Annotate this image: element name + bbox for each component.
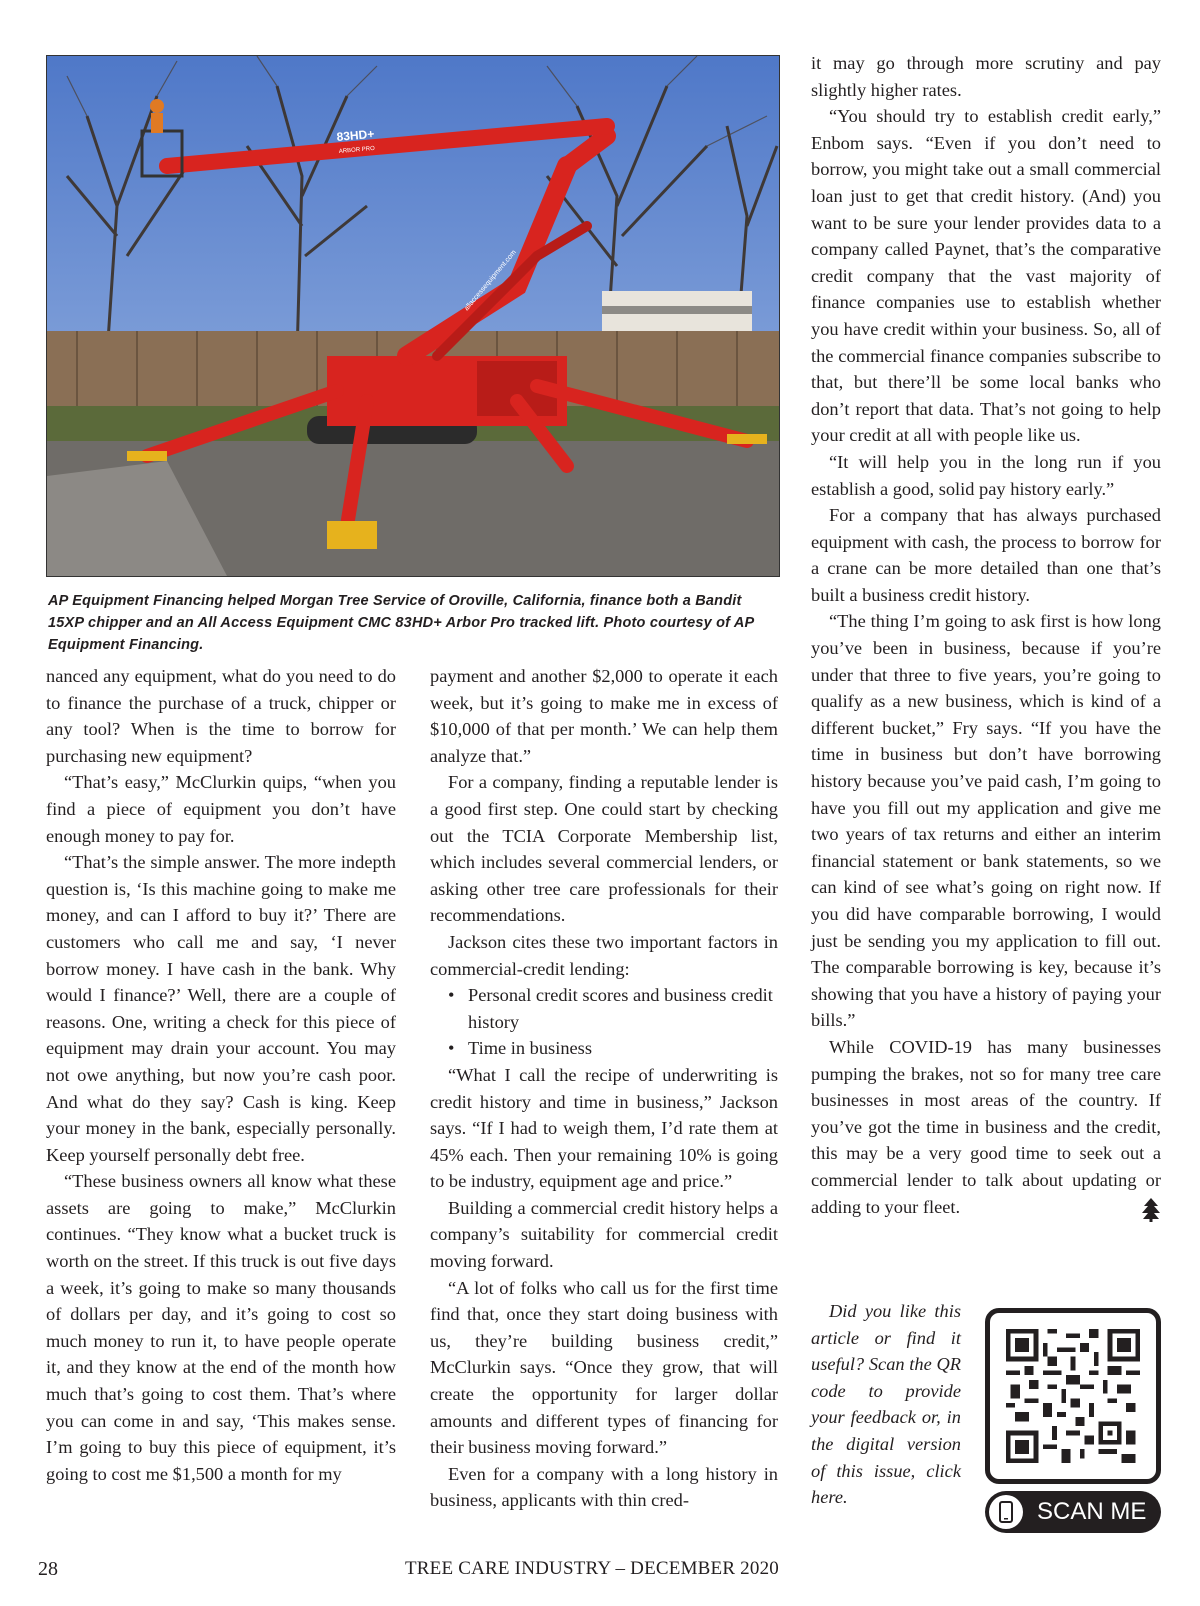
article-photo: [46, 55, 780, 577]
boom-url-label: allaccessequipment.com: [463, 249, 518, 313]
paragraph: “A lot of folks who call us for the first time find that, once they start doing business with us, they’re building business credit,” McClurkin says. “Once they grow, that will create the opportunity for larger dollar amounts and different types of financing for their business moving forward.”: [430, 1277, 778, 1458]
feedback-text[interactable]: Did you like this article or find it useful? Scan the QR code to provide your feedback or, in the digital version of this issue, click here.: [811, 1301, 961, 1508]
factor-list: [430, 982, 778, 1062]
paragraph: “What I call the recipe of underwriting is credit history and time in business,” Jackson says. “If I had to weigh them, I’d rate them at 45% each. Then your remaining 10% is going to be industry, equipment age and price.”: [430, 1064, 778, 1192]
article-column-3: [811, 50, 1161, 1229]
paragraph: it may go through more scrutiny and pay slightly higher rates.: [811, 53, 1161, 100]
paragraph: “The thing I’m going to ask first is how long you’ve been in business, because if you’re under that three to five years, you’re going to qualify as a new business, which is kind of a different bucket,” Fry says. “If you have the time in business but don’t have borrowing history because you’ve paid cash, I’m going to have you fill out my application and give me two years of tax returns and either an interim financial statement or bank statements, so we can kind of see what’s going on right now. If you did have comparable borrowing, I would just be sending you my application to fill out. The comparable borrowing is key, because it’s showing that you have a history of paying your bills.”: [811, 611, 1161, 1031]
paragraph: nanced any equipment, what do you need to do to finance the purchase of a truck, chipper or any tool? When is the time to borrow for purchasing new equipment?: [46, 666, 396, 766]
paragraph: “It will help you in the long run if you establish a good, solid pay history early.”: [811, 451, 1161, 499]
paragraph: “That’s the simple answer. The more indepth question is, ‘Is this machine going to make me money, and can I afford to buy it?’ There are customers who call me and say, ‘I never borrow money. I have cash in the bank. Why would I finance?’ Well, there are a couple of reasons. One, writing a check for this piece of equipment may drain your account. You may not owe anything, but now you’re cash poor. And what do they say? Cash is king. Keep your money in the bank, especially personally. Keep yourself personally debt free.: [46, 852, 396, 1165]
article-column-2: [430, 663, 778, 1514]
paragraph-final: [811, 1034, 1161, 1220]
final-paragraph-text: While COVID-19 has many businesses pumping the brakes, not so for many tree care businesses in most areas of the country. If you’ve got the time in business and the credit, this may be a very good time to seek out a commercial lender to talk about updating or adding to your fleet.: [811, 1036, 1161, 1217]
paragraph: Jackson cites these two important factors in commercial-credit lending:: [430, 931, 778, 979]
feedback-prompt[interactable]: [811, 1298, 961, 1511]
scan-me-label: SCAN ME: [1037, 1498, 1147, 1525]
scan-me-button[interactable]: [985, 1491, 1161, 1533]
tree-end-mark-icon: [1123, 1198, 1161, 1230]
paragraph: “That’s easy,” McClurkin quips, “when you find a piece of equipment you don’t have enough money to pay for.: [46, 772, 396, 846]
list-item: • Personal credit scores and business credit history: [430, 982, 778, 1035]
paragraph: Even for a company with a long history in business, applicants with thin cred-: [430, 1463, 778, 1511]
boom-sub-label: ARBOR PRO: [338, 145, 376, 155]
paragraph: “These business owners all know what these assets are going to make,” McClurkin continues. “They know what a bucket truck is worth on the street. If this truck is out five days a week, it’s going to make so many thousands of dollars per day, and it’s going to cost so much money to run it, to have people operate it, and they know at the end of the month how much that’s going to cost them. That’s where you can come in and say, ‘This makes sense. I’m going to buy this piece of equipment, it’s going to cost me $1,500 a month for my: [46, 1171, 396, 1484]
boom-model-label: 83HD+: [336, 126, 375, 144]
paragraph: payment and another $2,000 to operate it each week, but it’s going to make me in excess of $10,000 of that per month.’ We can help them analyze that.”: [430, 666, 778, 766]
page-number: 28: [38, 1558, 58, 1580]
paragraph: Building a commercial credit history helps a company’s suitability for commercial credit moving forward.: [430, 1197, 778, 1272]
qr-code-icon[interactable]: [1006, 1329, 1140, 1463]
list-item: • Time in business: [430, 1035, 778, 1062]
magazine-footer: TREE CARE INDUSTRY – DECEMBER 2020: [405, 1558, 779, 1579]
lift-photo-illustration: [47, 56, 779, 576]
photo-caption: AP Equipment Financing helped Morgan Tree Service of Oroville, California, finance both a Bandit 15XP chipper and an All Access Equipment CMC 83HD+ Arbor Pro tracked lift. Photo courtesy of AP Equipment Financing.: [48, 593, 754, 653]
qr-code-frame[interactable]: [985, 1308, 1161, 1484]
paragraph: For a company, finding a reputable lender is a good first step. One could start by checking out the TCIA Corporate Membership list, which includes several commercial lenders, or asking other tree care professionals for their recommendations.: [430, 772, 778, 926]
phone-icon: [989, 1495, 1023, 1529]
paragraph: “You should try to establish credit early,” Enbom says. “Even if you don’t need to borrow, you might take out a small commercial loan just to get that credit history. (And) you want to be sure your lender provides data to a company called Paynet, that’s the comparative credit company that the vast majority of finance companies use to establish whether you have credit within your business. So, all of the commercial finance companies subscribe to that, but there’ll be some local banks who don’t report that data. That’s not going to help your credit at all with people like us.: [811, 106, 1161, 446]
article-column-1: [46, 663, 396, 1487]
paragraph: For a company that has always purchased equipment with cash, the process to borrow for a crane can be more detailed than one that’s built a business credit history.: [811, 505, 1161, 605]
